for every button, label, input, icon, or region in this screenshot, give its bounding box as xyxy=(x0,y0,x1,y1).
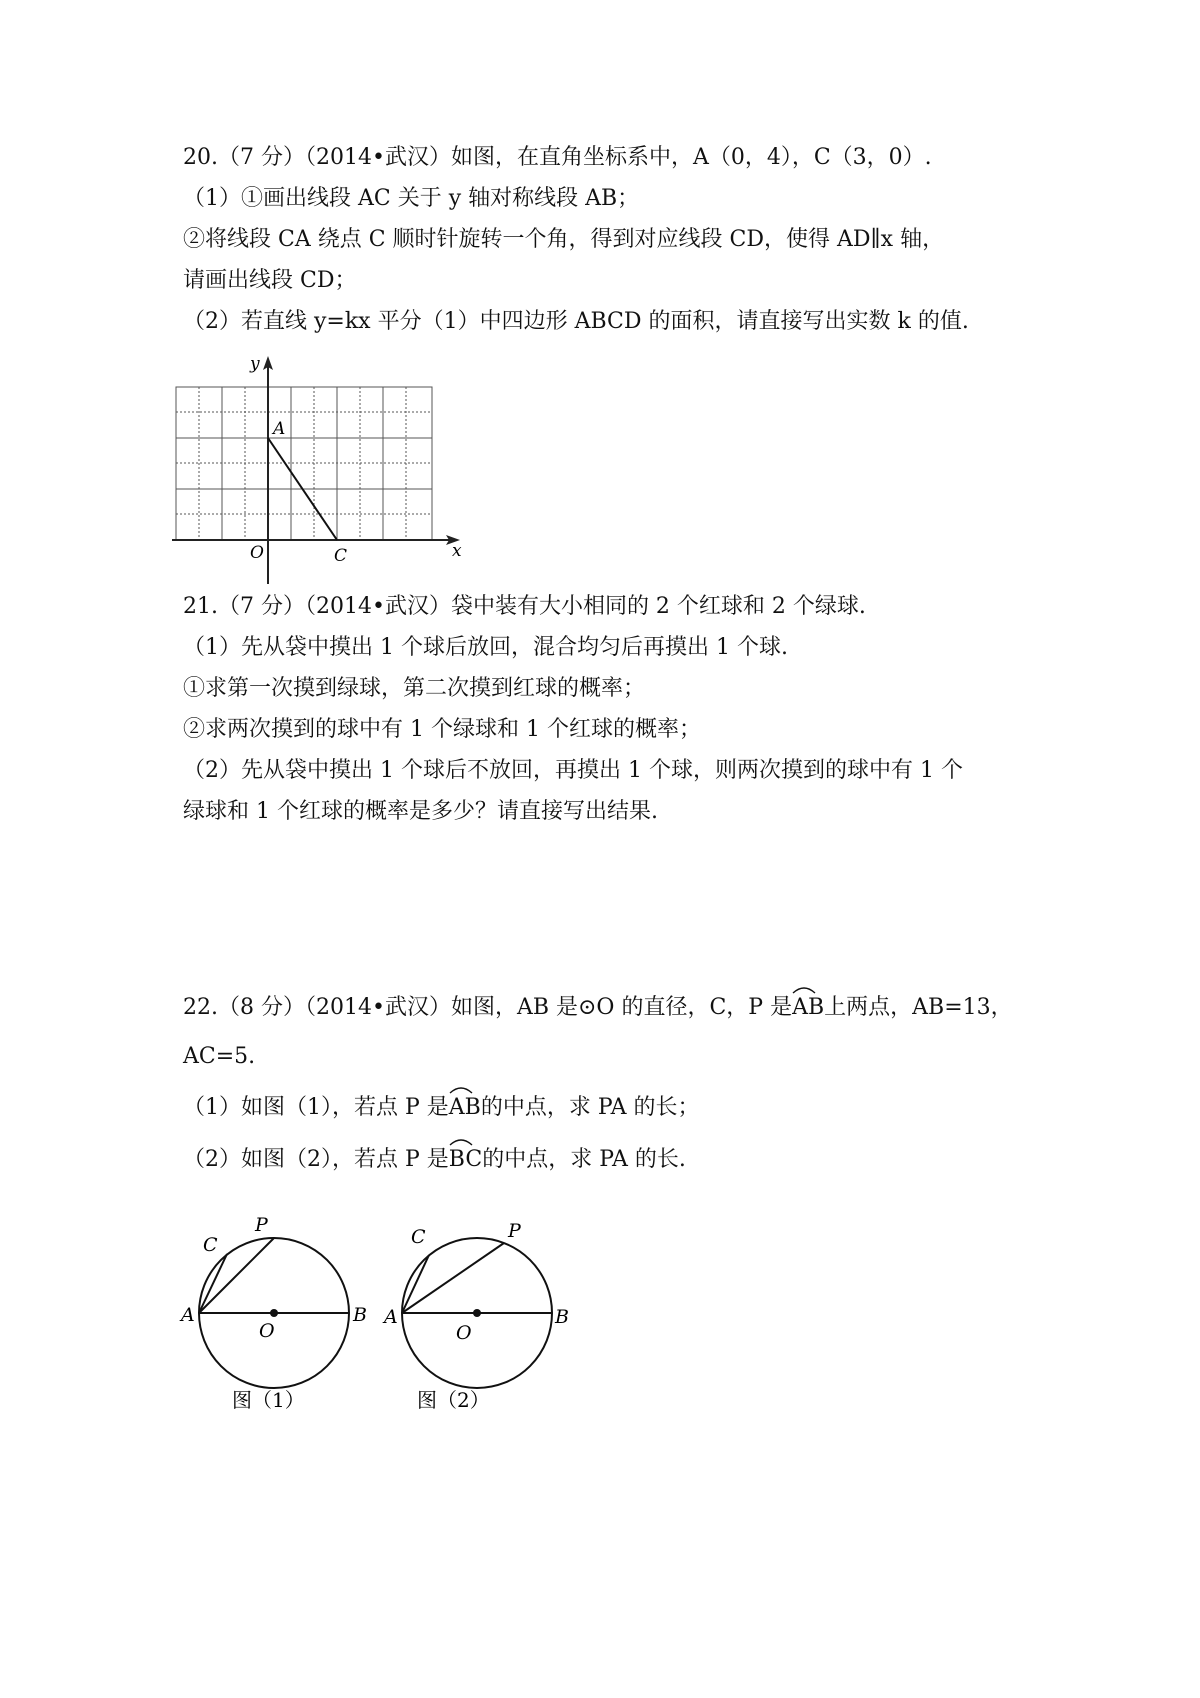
label-p: P xyxy=(255,1214,268,1236)
label-a: A xyxy=(384,1306,398,1328)
label-b: B xyxy=(555,1306,569,1328)
arc-mark-icon xyxy=(448,1136,474,1146)
q22-part2-pre: （2）如图（2），若点 P 是 xyxy=(183,1147,449,1172)
label-y: y xyxy=(250,354,260,374)
chord-ac xyxy=(199,1254,227,1313)
label-b: B xyxy=(353,1304,367,1326)
q20-coordinate-figure xyxy=(170,352,470,588)
arc-label: BC xyxy=(448,1147,483,1172)
q20-part2: （2）若直线 y=kx 平分（1）中四边形 ABCD 的面积，请直接写出实数 k 的值. xyxy=(183,309,969,334)
q22-figure-1 xyxy=(175,1203,375,1413)
q21-part1-a: ①求第一次摸到绿球，第二次摸到红球的概率； xyxy=(183,676,646,701)
label-c: C xyxy=(411,1226,426,1248)
q20-part1-a: （1）①画出线段 AC 关于 y 轴对称线段 AB； xyxy=(183,186,640,211)
q21-part1: （1）先从袋中摸出 1 个球后放回，混合均匀后再摸出 1 个球. xyxy=(183,635,788,660)
arc-mark-icon xyxy=(791,984,817,994)
q22-stem-post: 上两点，AB=13， xyxy=(824,995,1013,1020)
center-dot xyxy=(270,1309,278,1317)
label-x: x xyxy=(452,541,462,561)
label-o: O xyxy=(259,1320,275,1342)
q22-part2-arc xyxy=(449,1145,482,1175)
q22-stem-pre: 22.（8 分）（2014•武汉）如图，AB 是⊙O 的直径，C，P 是 xyxy=(183,995,793,1020)
label-c: C xyxy=(203,1234,218,1256)
label-o: O xyxy=(456,1322,472,1344)
q22-stem-line2: AC=5. xyxy=(183,1044,256,1069)
center-dot xyxy=(473,1309,481,1317)
grid-dashed xyxy=(176,387,432,540)
q20-stem: 20.（7 分）（2014•武汉）如图，在直角坐标系中，A（0，4），C（3，0）. xyxy=(183,145,932,170)
q22-part1-arc xyxy=(449,1093,481,1123)
q22-part1-pre: （1）如图（1），若点 P 是 xyxy=(183,1095,449,1120)
label-p: P xyxy=(508,1220,521,1242)
q22-part2-post: 的中点，求 PA 的长. xyxy=(482,1147,686,1172)
q22-stem-arc xyxy=(792,993,824,1023)
q22-part1 xyxy=(183,1093,700,1123)
q22-figure-2 xyxy=(380,1203,580,1413)
q22-part2 xyxy=(183,1145,686,1175)
label-c: C xyxy=(334,546,348,566)
figure-caption: 图（1） xyxy=(232,1388,305,1412)
label-a: A xyxy=(273,419,286,439)
arc-mark-icon xyxy=(448,1084,474,1094)
q21-part1-b: ②求两次摸到的球中有 1 个绿球和 1 个红球的概率； xyxy=(183,717,701,742)
q22-part1-post: 的中点，求 PA 的长； xyxy=(480,1095,700,1120)
q21-part2-a: （2）先从袋中摸出 1 个球后不放回，再摸出 1 个球，则两次摸到的球中有 1 个 xyxy=(183,758,963,783)
q21-stem: 21.（7 分）（2014•武汉）袋中装有大小相同的 2 个红球和 2 个绿球. xyxy=(183,594,866,619)
arc-label: AB xyxy=(792,995,825,1020)
q20-part1-c: 请画出线段 CD； xyxy=(183,268,357,293)
q20-part1-b: ②将线段 CA 绕点 C 顺时针旋转一个角，得到对应线段 CD，使得 AD∥x 轴， xyxy=(183,227,945,252)
label-a: A xyxy=(181,1304,195,1326)
label-o: O xyxy=(250,543,264,563)
figure-caption: 图（2） xyxy=(417,1388,490,1412)
q22-stem xyxy=(183,993,1013,1023)
arc-label: AB xyxy=(448,1095,481,1120)
q21-part2-b: 绿球和 1 个红球的概率是多少？请直接写出结果. xyxy=(183,799,658,824)
